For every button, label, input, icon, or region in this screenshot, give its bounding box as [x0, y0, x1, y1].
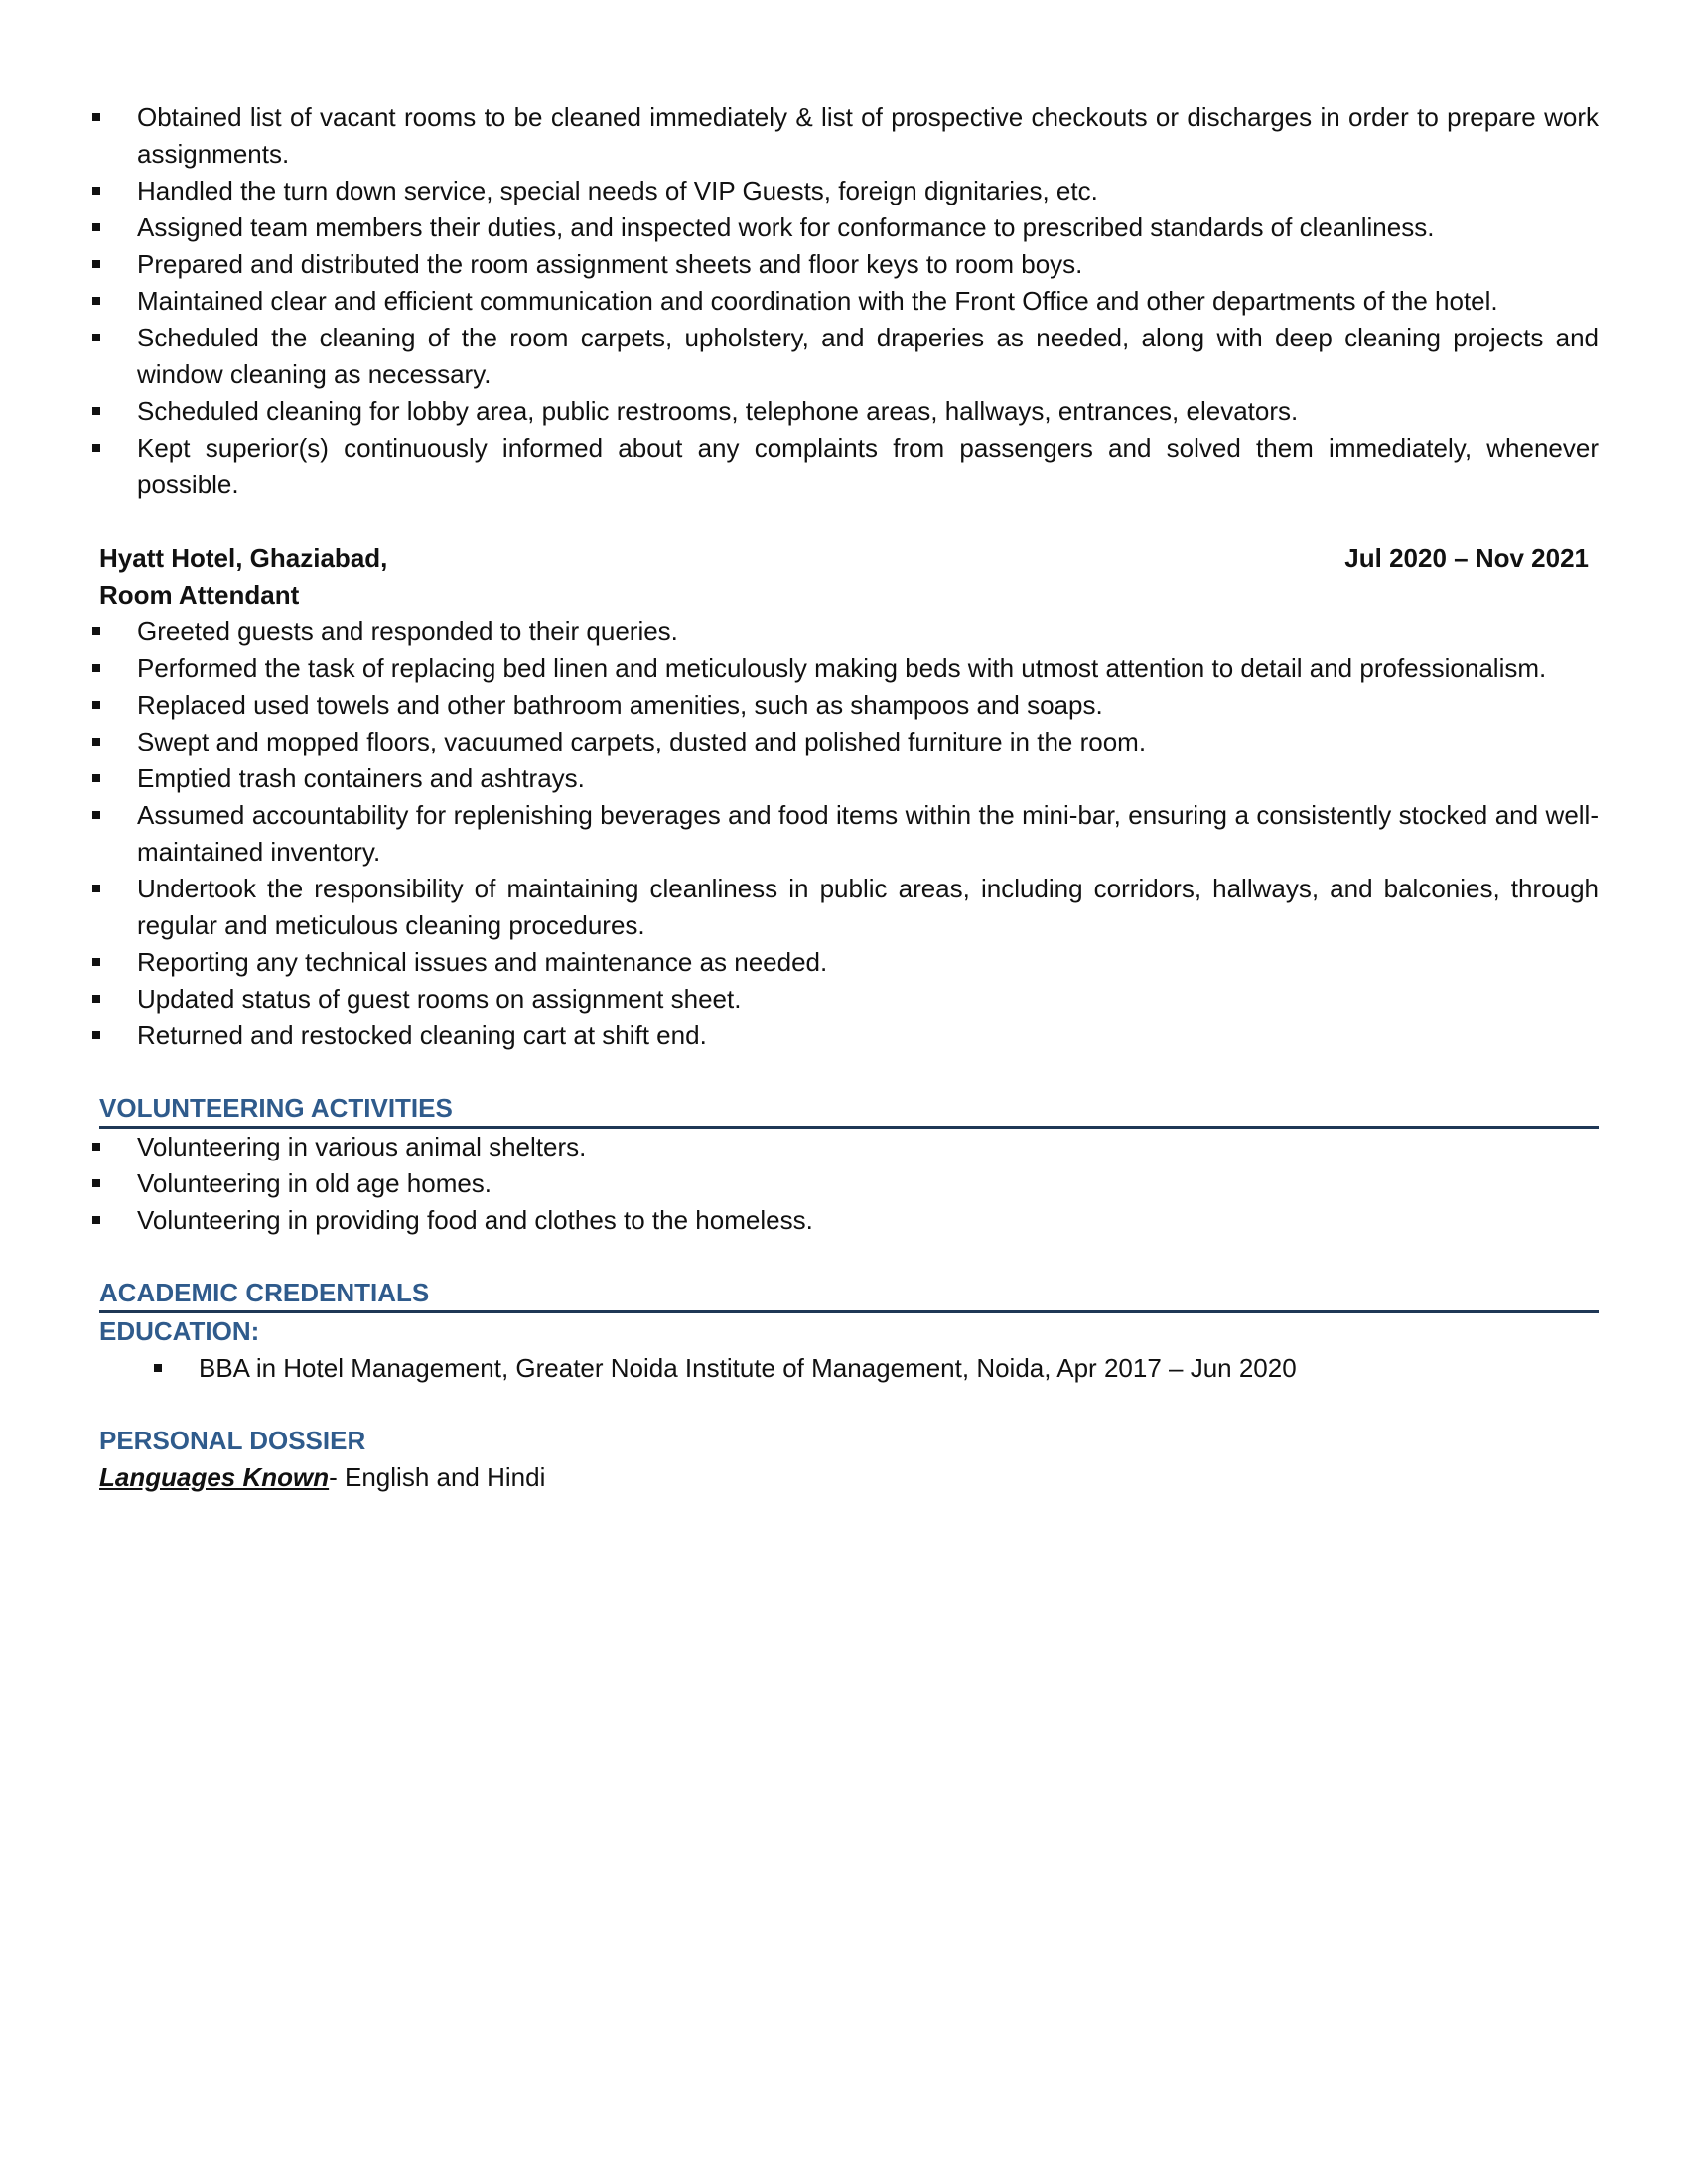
list-item: Replaced used towels and other bathroom amenities, such as shampoos and soaps.: [99, 687, 1599, 724]
list-item: Greeted guests and responded to their queries.: [99, 614, 1599, 650]
list-item: Handled the turn down service, special needs of VIP Guests, foreign dignitaries, etc.: [99, 173, 1599, 209]
list-item: Emptied trash containers and ashtrays.: [99, 760, 1599, 797]
list-item: Swept and mopped floors, vacuumed carpets, dusted and polished furniture in the room.: [99, 724, 1599, 760]
personal-heading: PERSONAL DOSSIER: [99, 1426, 366, 1455]
list-item: Assigned team members their duties, and inspected work for conformance to prescribed standards of cleanliness.: [99, 209, 1599, 246]
education-list: [99, 1350, 1599, 1387]
volunteering-bullets: [99, 1129, 1599, 1239]
list-item: Scheduled cleaning for lobby area, public restrooms, telephone areas, hallways, entrances, elevators.: [99, 393, 1599, 430]
list-item: Reporting any technical issues and maintenance as needed.: [99, 944, 1599, 981]
list-item: BBA in Hotel Management, Greater Noida Institute of Management, Noida, Apr 2017 – Jun 2020: [161, 1350, 1599, 1387]
list-item: Obtained list of vacant rooms to be cleaned immediately & list of prospective checkouts or discharges in order to prepare work assignments.: [99, 99, 1599, 173]
list-item: Volunteering in various animal shelters.: [99, 1129, 1599, 1165]
education-heading: EDUCATION:: [99, 1316, 260, 1346]
list-item: Maintained clear and efficient communication and coordination with the Front Office and other departments of the hotel.: [99, 283, 1599, 320]
hyatt-job-header: [99, 540, 1599, 577]
prev-job-bullets: [99, 99, 1599, 503]
resume-page: [99, 99, 1599, 1496]
job-role: Room Attendant: [99, 580, 300, 610]
academic-heading: ACADEMIC CREDENTIALS: [99, 1275, 1599, 1313]
list-item: Volunteering in providing food and clothes to the homeless.: [99, 1202, 1599, 1239]
volunteering-heading: VOLUNTEERING ACTIVITIES: [99, 1090, 1599, 1129]
languages-line: [99, 1459, 1599, 1496]
list-item: Kept superior(s) continuously informed about any complaints from passengers and solved them immediately, whenever possible.: [99, 430, 1599, 503]
list-item: Assumed accountability for replenishing beverages and food items within the mini-bar, ensuring a consistently stocked and well-maintained inventory.: [99, 797, 1599, 871]
list-item: Prepared and distributed the room assignment sheets and floor keys to room boys.: [99, 246, 1599, 283]
list-item: Scheduled the cleaning of the room carpets, upholstery, and draperies as needed, along with deep cleaning projects and window cleaning as necessary.: [99, 320, 1599, 393]
languages-value: - English and Hindi: [329, 1462, 546, 1492]
languages-label: Languages Known: [99, 1462, 330, 1492]
job-employer: Hyatt Hotel, Ghaziabad,: [99, 543, 388, 573]
job-dates: Jul 2020 – Nov 2021: [1344, 543, 1589, 573]
list-item: Updated status of guest rooms on assignment sheet.: [99, 981, 1599, 1018]
list-item: Performed the task of replacing bed linen and meticulously making beds with utmost attention to detail and professionalism.: [99, 650, 1599, 687]
list-item: Undertook the responsibility of maintaining cleanliness in public areas, including corridors, hallways, and balconies, through regular and meticulous cleaning procedures.: [99, 871, 1599, 944]
hyatt-job-bullets: [99, 614, 1599, 1054]
list-item: Returned and restocked cleaning cart at shift end.: [99, 1018, 1599, 1054]
list-item: Volunteering in old age homes.: [99, 1165, 1599, 1202]
